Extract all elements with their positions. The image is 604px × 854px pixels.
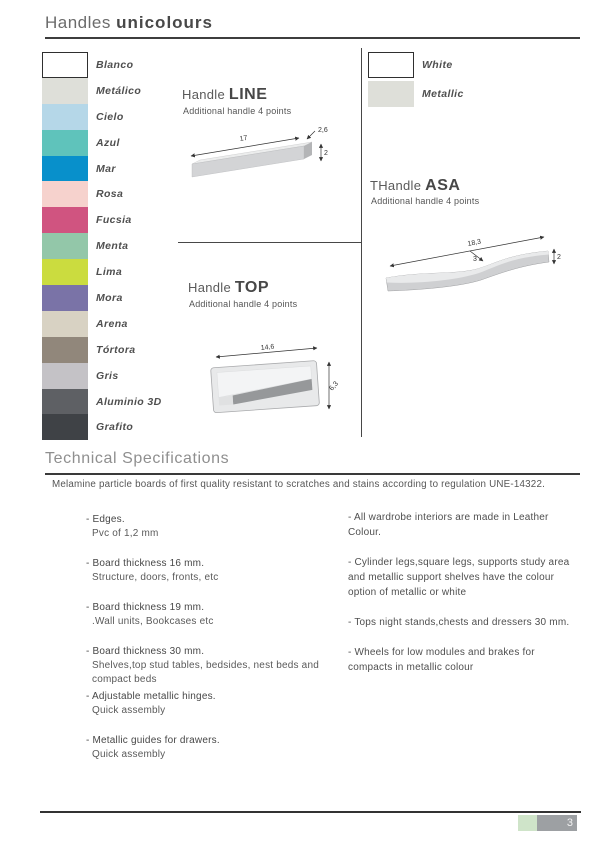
handle-top-drawing [198, 336, 343, 420]
color-label: Metallic [422, 88, 464, 100]
dim-line-length: 17 [239, 134, 249, 143]
color-label: Mora [96, 291, 123, 304]
color-chip [42, 389, 88, 415]
page-number-badge [537, 815, 577, 831]
color-chip [42, 156, 88, 182]
color-chip [42, 104, 88, 130]
color-label: Lima [96, 266, 123, 279]
spec-item-detail: Structure, doors, fronts, etc [92, 572, 219, 583]
spec-item [86, 690, 344, 718]
color-chip [368, 81, 414, 107]
handle-asa-title-regular: THandle [370, 178, 422, 193]
spec-paragraph: - Wheels for low modules and brakes for compacts in metallic colour [348, 647, 535, 673]
spec-item-detail: Quick assembly [92, 705, 166, 716]
spec-rule [45, 473, 580, 475]
spec-item-title: - Board thickness 19 mm. [86, 602, 205, 613]
color-chip [42, 311, 88, 337]
color-chip [42, 130, 88, 156]
color-label: Gris [96, 369, 119, 382]
spec-paragraph: - All wardrobe interiors are made in Leather Colour. [348, 512, 549, 538]
handle-asa-title-bold: ASA [425, 177, 461, 194]
handle-line-subtitle: Additional handle 4 points [183, 106, 292, 116]
handle-line-title-bold: LINE [228, 86, 268, 103]
color-chip [42, 78, 88, 104]
color-label: Menta [96, 240, 129, 253]
color-label: Aluminio 3D [96, 395, 162, 408]
handle-line-drawing [180, 122, 340, 194]
page-title-bold: unicolours [116, 13, 214, 32]
spec-item-detail: Pvc of 1,2 mm [92, 528, 159, 539]
dim-top-length: 14,6 [260, 343, 275, 352]
spec-item-title: - Board thickness 16 mm. [86, 558, 205, 569]
page-title [45, 13, 213, 33]
spec-item-title: - Adjustable metallic hinges. [86, 691, 216, 702]
handle-asa-subtitle: Additional handle 4 points [371, 196, 480, 206]
spec-item-detail: Shelves,top stud tables, bedsides, nest beds and compact beds [92, 660, 319, 685]
spec-item-title: - Metallic guides for drawers. [86, 735, 220, 746]
handle-line-title-regular: Handle [182, 87, 225, 102]
spec-item [86, 557, 344, 585]
color-label: Fucsia [96, 214, 132, 227]
handle-top-title [188, 279, 269, 297]
handle-section-divider [178, 242, 361, 243]
swatch-row [42, 52, 242, 78]
spec-item-title: - Edges. [86, 514, 125, 525]
color-label: Tórtora [96, 343, 136, 356]
handle-top-title-regular: Handle [188, 280, 231, 295]
column-divider [361, 48, 362, 437]
spec-item [86, 601, 344, 629]
color-chip [42, 52, 88, 78]
color-label: Metálico [96, 84, 142, 97]
dim-asa-depth: 3 [473, 256, 477, 263]
spec-item [86, 734, 344, 762]
spec-column-left [86, 513, 344, 778]
swatch-row [42, 311, 242, 337]
swatch-row [42, 207, 242, 233]
color-label: Arena [96, 317, 128, 330]
handle-asa-title [370, 177, 460, 195]
color-label: Mar [96, 162, 116, 175]
color-chip [42, 181, 88, 207]
handle-top-subtitle: Additional handle 4 points [189, 299, 298, 309]
color-label: Azul [96, 136, 120, 149]
handle-asa-drawing [378, 224, 563, 309]
color-label: Grafito [96, 421, 134, 434]
color-chip [42, 259, 88, 285]
metallic-swatch-row [368, 81, 464, 107]
dim-asa-height: 2 [557, 254, 561, 261]
spec-paragraph: - Tops night stands,chests and dressers 30 mm. [348, 617, 570, 628]
spec-intro: Melamine particle boards of first quality resistant to scratches and stains according to regulation UNE-14322. [52, 479, 546, 490]
color-chip [368, 52, 414, 78]
color-label: Rosa [96, 188, 124, 201]
footer-accent-green [518, 815, 537, 831]
page-title-regular: Handles [45, 13, 111, 32]
color-chip [42, 207, 88, 233]
page-number: 3 [566, 817, 573, 829]
header-rule [45, 37, 580, 39]
spec-item [86, 645, 344, 687]
spec-item-title: - Board thickness 30 mm. [86, 646, 205, 657]
color-label: White [422, 59, 453, 71]
handle-line-title [182, 86, 267, 104]
footer-rule [40, 811, 581, 813]
dim-asa-length: 18,3 [467, 238, 482, 248]
spec-paragraph: - Cylinder legs,square legs, supports study area and metallic support shelves have the colour option of metallic or white [348, 557, 570, 598]
color-label: Cielo [96, 110, 124, 123]
handle-top-title-bold: TOP [234, 279, 270, 296]
spec-column-right [348, 510, 582, 690]
color-chip [42, 414, 88, 440]
color-label: Blanco [96, 58, 134, 71]
white-swatch-row [368, 52, 453, 78]
dim-line-height: 2 [324, 150, 328, 157]
color-chip [42, 285, 88, 311]
dim-top-height: 6,3 [328, 380, 340, 393]
spec-item-detail: .Wall units, Bookcases etc [92, 616, 214, 627]
swatch-row [42, 233, 242, 259]
dim-line-depth: 2,6 [318, 127, 328, 134]
color-chip [42, 363, 88, 389]
spec-heading: Technical Specifications [45, 450, 230, 467]
spec-item [86, 513, 344, 541]
color-chip [42, 337, 88, 363]
spec-item-detail: Quick assembly [92, 749, 166, 760]
color-chip [42, 233, 88, 259]
